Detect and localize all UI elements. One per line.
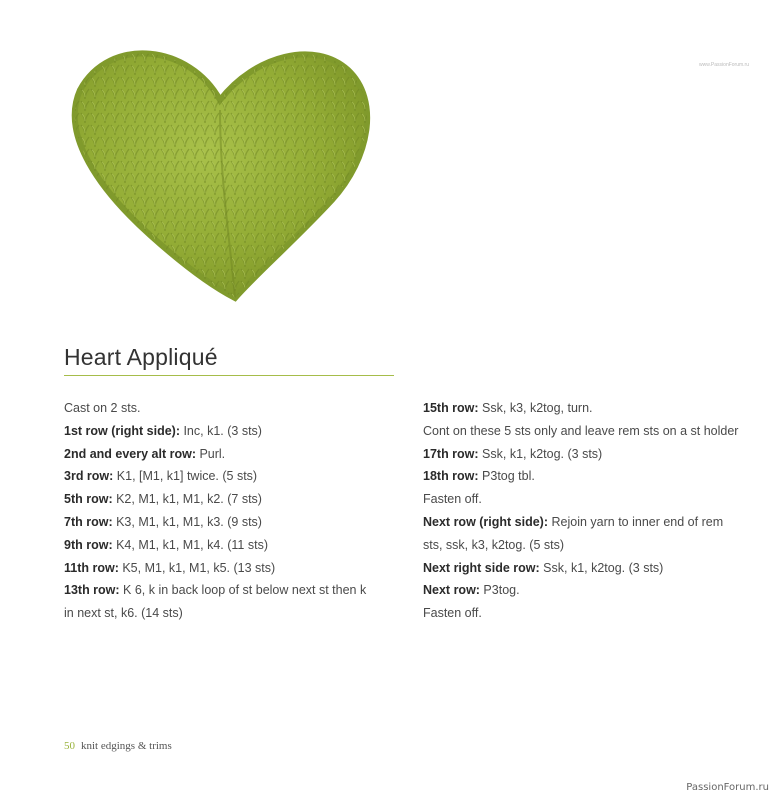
instruction-line: Cont on these 5 sts only and leave rem sts on a st holder — [423, 423, 739, 438]
page-title: Heart Appliqué — [64, 344, 218, 370]
instruction-line: in next st, k6. (14 sts) — [64, 606, 183, 621]
instruction-line: 3rd row: K1, [M1, k1] twice. (5 sts) — [64, 469, 258, 484]
instruction-line: Next row: P3tog. — [423, 583, 520, 598]
heart-applique-photo — [70, 40, 375, 302]
instruction-line: Fasten off. — [423, 606, 482, 621]
instruction-line: 13th row: K 6, k in back loop of st below next st then k — [64, 583, 367, 598]
instruction-line: 5th row: K2, M1, k1, M1, k2. (7 sts) — [64, 492, 262, 507]
instruction-line: 7th row: K3, M1, k1, M1, k3. (9 sts) — [64, 514, 262, 529]
instruction-line: 15th row: Ssk, k3, k2tog, turn. — [423, 401, 593, 415]
instruction-line: Next right side row: Ssk, k1, k2tog. (3 sts) — [423, 560, 664, 575]
site-watermark: PassionForum.ru — [686, 782, 769, 793]
instruction-line: Next row (right side): Rejoin yarn to inner end of rem — [423, 514, 724, 529]
title-divider — [64, 375, 394, 376]
instruction-line: 2nd and every alt row: Purl. — [64, 446, 226, 461]
section-title: knit edgings & trims — [81, 740, 172, 752]
instruction-line: 11th row: K5, M1, k1, M1, k5. (13 sts) — [64, 560, 276, 575]
page-footer — [64, 740, 172, 752]
corner-watermark: www.PassionForum.ru — [698, 62, 749, 68]
instruction-line: Cast on 2 sts. — [64, 401, 141, 415]
instruction-line: sts, ssk, k3, k2tog. (5 sts) — [423, 537, 565, 552]
instructions-left-column — [64, 397, 394, 625]
instruction-line: 1st row (right side): Inc, k1. (3 sts) — [64, 423, 262, 438]
page-number: 50 — [64, 740, 75, 752]
instruction-line: 18th row: P3tog tbl. — [423, 469, 535, 484]
instruction-line: Fasten off. — [423, 492, 482, 507]
instruction-line: 9th row: K4, M1, k1, M1, k4. (11 sts) — [64, 537, 268, 552]
instructions-right-column — [423, 397, 763, 625]
instruction-line: 17th row: Ssk, k1, k2tog. (3 sts) — [423, 446, 603, 461]
